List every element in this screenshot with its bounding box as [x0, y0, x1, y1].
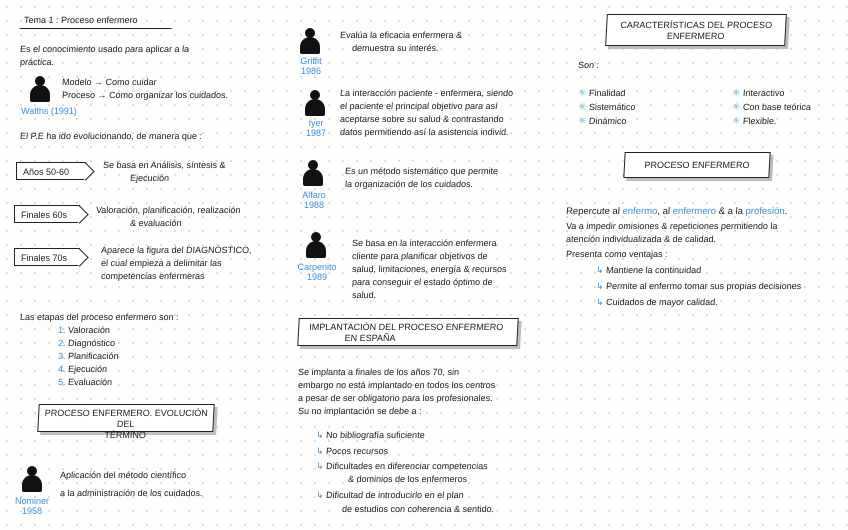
reason-item: ↳ Dificultades en diferenciar competencias: [315, 461, 489, 471]
evolucion-termino-box: [37, 404, 214, 440]
arrow-icon: ↳: [315, 490, 324, 500]
carpenito-line-4: para conseguir el estado óptimo de: [351, 277, 493, 287]
caracteristicas-box-line-2: ENFERMERO: [666, 31, 725, 41]
va-line-2: atención individualizada & de calidad.: [565, 234, 717, 244]
reason-item: ↳ No bibliografía suficiente: [315, 430, 426, 440]
carpenito-author: Carpenito 1989: [297, 262, 337, 282]
arrow-icon: ↳: [315, 446, 324, 456]
evolucion-box-line-1: PROCESO ENFERMERO. EVOLUCIÓN DEL: [44, 408, 209, 429]
nominer-author: Nominer 1958: [14, 496, 49, 516]
period-2-line-2: & evaluación: [129, 218, 182, 228]
walths-line-2: Proceso → Como organizar los cuidados.: [61, 90, 229, 100]
etapa-item: 1. Valoración: [57, 325, 111, 335]
implantacion-line-1: Se implanta a finales de los años 70, sin: [297, 367, 460, 377]
reason-item: ↳ Pocos recursos: [315, 446, 389, 456]
caracteristica-item: ✳ Flexible.: [731, 116, 777, 127]
etapas-intro: Las etapas del proceso enfermero son :: [19, 312, 179, 322]
period-3-line-3: competencias enfermeras: [100, 271, 205, 281]
ventaja-item: ↳ Permite al enfermo tomar sus propias decisiones: [595, 281, 802, 291]
caracteristicas-box-line-1: CARACTERÍSTICAS DEL PROCESO: [620, 20, 773, 30]
carpenito-line-5: salud.: [351, 290, 377, 300]
carpenito-avatar-icon: [306, 232, 326, 258]
alfaro-author: Alfaro 1988: [302, 190, 326, 210]
nominer-line-1: Aplicación del método científico: [59, 470, 187, 480]
tema-title: Tema 1 : Proceso enfermero: [20, 12, 173, 29]
star-icon: ✳: [731, 102, 741, 113]
son-label: Son :: [577, 60, 600, 70]
iyer-avatar-icon: [305, 90, 325, 116]
ventaja-item: ↳ Cuidados de mayor calidad.: [595, 297, 719, 307]
iyer-line-1: La interacción paciente - enfermera, siendo: [339, 88, 514, 98]
arrow-icon: ↳: [595, 297, 604, 307]
nominer-line-2: a la administración de los cuidados.: [59, 488, 203, 498]
iyer-author: Iyer 1987: [305, 118, 327, 138]
caracteristica-item: ✳ Sistemático: [577, 102, 636, 113]
intro-line-2: práctica.: [19, 57, 55, 67]
carpenito-line-3: salud, limitaciones, energía & recursos: [351, 264, 507, 274]
nominer-avatar-icon: [22, 466, 42, 492]
etapa-item: 5. Evaluación: [57, 377, 113, 387]
arrow-icon: ↳: [595, 265, 604, 275]
implantacion-box: [297, 318, 518, 346]
implantacion-box-line-1: IMPLANTACIÓN DEL PROCESO ENFERMERO: [309, 322, 504, 332]
evolucion-text: El P.E ha ido evolucionando, de manera que :: [19, 131, 203, 141]
period-label-1: Años 50-60: [16, 162, 86, 180]
iyer-line-4: datos permitiendo así la asistencia individ.: [339, 127, 509, 137]
caracteristica-item: ✳ Interactivo: [731, 88, 785, 99]
implantacion-box-line-2: EN ESPAÑA: [344, 333, 396, 343]
etapa-item: 3. Planificación: [57, 351, 119, 361]
period-1-line-2: Ejecución: [129, 173, 170, 183]
alfaro-avatar-icon: [303, 160, 323, 186]
star-icon: ✳: [731, 88, 741, 99]
evolucion-box-line-2: TÉRMINO: [104, 430, 147, 440]
period-2-line-1: Valoración, planificación, realización: [95, 205, 241, 215]
caracteristicas-box: [605, 14, 787, 46]
griffit-line-1: Evalúa la eficacia enfermera &: [339, 30, 463, 40]
implantacion-line-2: embargo no está implantado en todos los centros: [297, 380, 496, 390]
reason-item: ↳ Dificultad de introducirlo en el plan: [315, 490, 465, 500]
alfaro-line-1: Es un método sistemático que permite: [344, 166, 499, 176]
presenta-text: Presenta como ventajas :: [565, 249, 668, 259]
reason-item: & dominios de los enfermeros: [347, 474, 468, 484]
star-icon: ✳: [577, 116, 587, 127]
caracteristica-item: ✳ Dinámico: [577, 116, 627, 127]
carpenito-line-2: cliente para planificar objetivos de: [351, 251, 488, 261]
star-icon: ✳: [577, 88, 587, 99]
proceso-enfermero-box: PROCESO ENFERMERO: [623, 152, 770, 178]
iyer-line-2: el paciente el principal objetivo para así: [339, 101, 498, 111]
griffit-line-2: demuestra su interés.: [351, 43, 439, 53]
alfaro-line-2: la organización de los cuidados.: [344, 179, 474, 189]
star-icon: ✳: [577, 102, 587, 113]
iyer-line-3: aceptarse sobre su salud & contrastando: [339, 114, 504, 124]
period-label-2: Finales 60s: [14, 205, 80, 223]
etapa-item: 4. Ejecución: [57, 364, 108, 374]
etapa-item: 2. Diagnóstico: [57, 338, 116, 348]
implantacion-line-3: a pesar de ser obligatorio para los profesionales.: [297, 393, 494, 403]
griffit-author: Griffit 1986: [300, 56, 322, 76]
arrow-icon: ↳: [315, 461, 324, 471]
period-label-3: Finales 70s: [14, 248, 80, 266]
period-3-line-1: Aparece la figura del DIAGNÓSTICO,: [100, 245, 252, 255]
implantacion-line-4: Su no implantación se debe a :: [297, 406, 422, 416]
period-3-line-2: el cual empieza a delimitar las: [100, 258, 222, 268]
ventaja-item: ↳ Mantiene la continuidad: [595, 265, 702, 275]
walths-avatar-icon: [30, 76, 50, 102]
walths-author: Walths (1991): [21, 106, 77, 116]
intro-line-1: Es el conocimiento usado para aplicar a la: [19, 44, 190, 54]
arrow-icon: ↳: [595, 281, 604, 291]
reason-item: de estudios con coherencia & sentido.: [341, 504, 495, 514]
griffit-avatar-icon: [300, 28, 320, 54]
star-icon: ✳: [731, 116, 741, 127]
carpenito-line-1: Se basa en la interacción enfermera: [351, 238, 497, 248]
va-line-1: Va a impedir omisiones & repeticiones permitiendo la: [565, 221, 778, 231]
repercute-text: Repercute al enfermo, al enfermero & a la profesión.: [565, 206, 788, 217]
arrow-icon: ↳: [315, 430, 324, 440]
period-1-line-1: Se basa en Análisis, síntesis &: [102, 160, 226, 170]
caracteristica-item: ✳ Finalidad: [577, 88, 626, 99]
caracteristica-item: ✳ Con base teórica: [731, 102, 812, 113]
walths-line-1: Modelo → Como cuidar: [61, 77, 157, 87]
